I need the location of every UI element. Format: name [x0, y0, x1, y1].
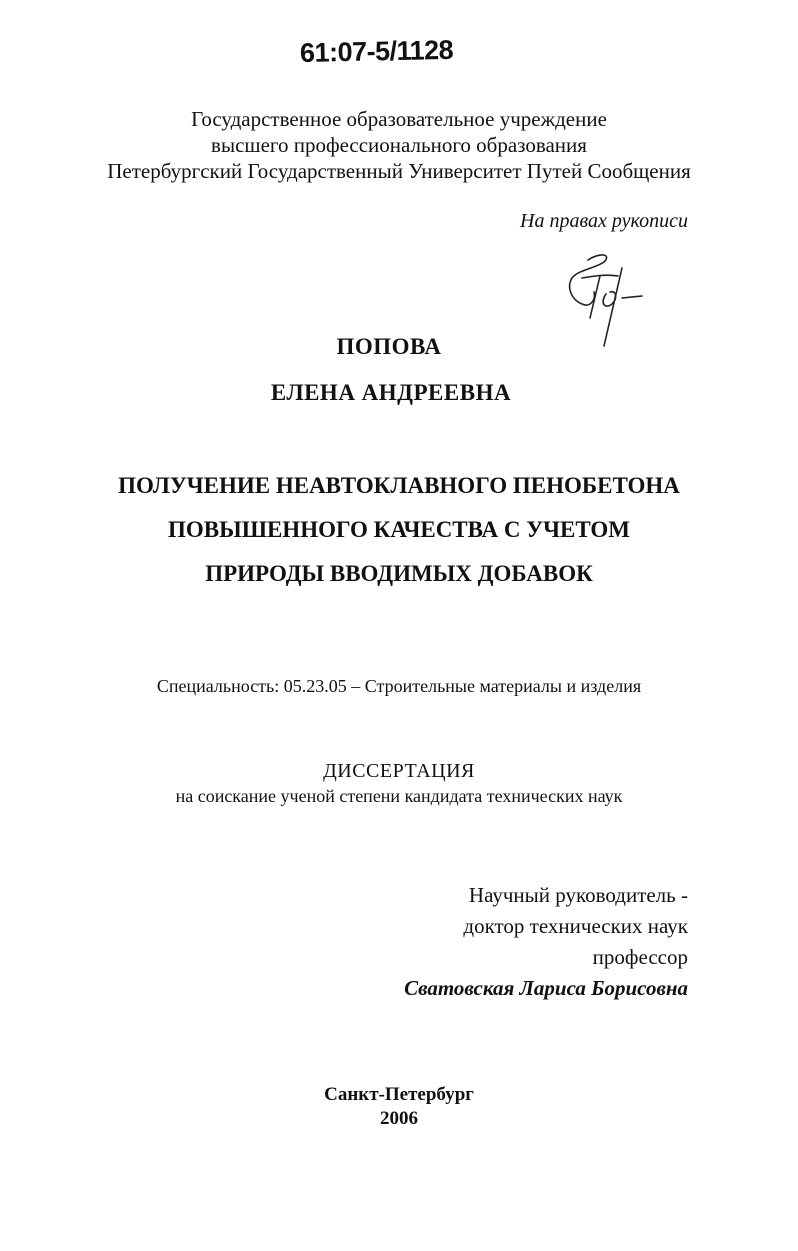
signature-icon: [560, 248, 656, 348]
supervisor-degree: доктор технических наук: [463, 914, 688, 938]
supervisor-name: Сватовская Лариса Борисовна: [404, 976, 688, 1000]
title-line-3: ПРИРОДЫ ВВОДИМЫХ ДОБАВОК: [205, 561, 593, 586]
degree-line: на соискание ученой степени кандидата технических наук: [175, 786, 623, 806]
document-type: ДИССЕРТАЦИЯ: [323, 760, 475, 782]
title-line-1: ПОЛУЧЕНИЕ НЕАВТОКЛАВНОГО ПЕНОБЕТОНА: [118, 473, 680, 498]
year: 2006: [380, 1108, 418, 1129]
catalog-number: 61:07-5/1128: [299, 34, 454, 68]
author-given-names: ЕЛЕНА АНДРЕЕВНА: [270, 380, 512, 405]
specialty: Специальность: 05.23.05 – Строительные материалы и изделия: [156, 676, 642, 696]
institution-line-2: высшего профессионального образования: [211, 133, 587, 157]
institution-line-3: Петербургский Государственный Университет Путей Сообщения: [107, 159, 691, 183]
rights-note: На правах рукописи: [520, 210, 688, 232]
supervisor-rank: профессор: [592, 945, 688, 969]
supervisor-role: Научный руководитель -: [468, 883, 688, 907]
institution-line-1: Государственное образовательное учреждение: [191, 107, 607, 131]
author-surname: ПОПОВА: [336, 334, 442, 359]
city: Санкт-Петербург: [324, 1084, 474, 1105]
title-line-2: ПОВЫШЕННОГО КАЧЕСТВА С УЧЕТОМ: [168, 517, 630, 542]
